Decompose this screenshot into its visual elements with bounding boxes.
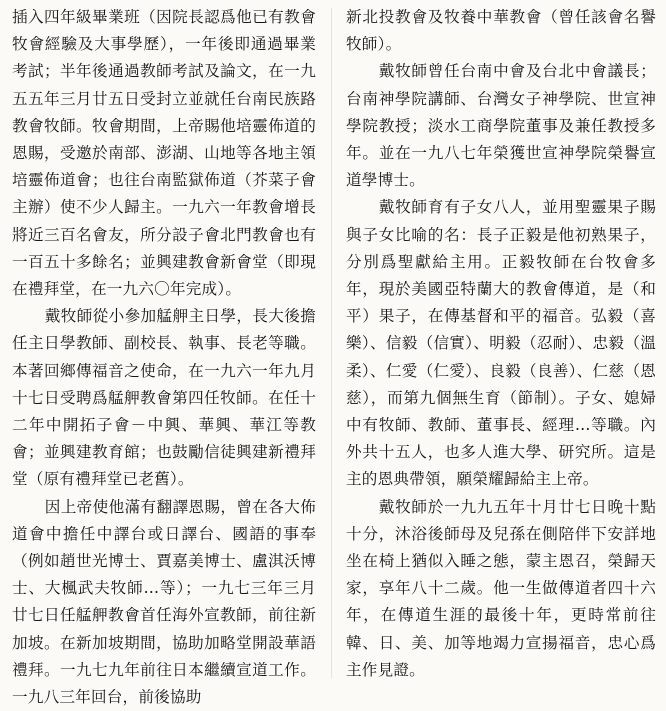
column-divider xyxy=(331,8,332,678)
left-text-column xyxy=(12,4,316,711)
paragraph-banka-church-pastorate: 戴牧師從小參加艋舺主日學，長大後擔任主日學教師、副校長、執事、長老等職。本著回鄉傳福音之使命，在一九六一年九月十七日受聘爲艋舺教會第四任牧師。在任十二年中開拓子會－中興、華興、華江等教會；並興建教育館；也鼓勵信徒興建新禮拜堂（原有禮拜堂已老舊）。 xyxy=(12,307,316,489)
paragraph-offices-and-teaching: 戴牧師曾任台南中會及台北中會議長；台南神學院講師、台灣女子神學院、世宣神學院教授；淡水工商學院董事及兼任教授多年。並在一九八七年榮獲世宣神學院榮譽宣道學博士。 xyxy=(346,62,656,190)
paragraph-ordination-and-ministry: 插入四年級畢業班（因院長認爲他已有教會牧會經驗及大事學歷），一年後即通過畢業考試；半年後通過教師考試及論文，在一九五五年三月廿五日受封立並就任台南民族路教會牧師。牧會期間，上帝賜他培靈佈道的恩賜，受邀於南部、澎湖、山地等各地主領培靈佈道會；也往台南監獄佈道（芥菜子會主辦）使不少人歸主。一九六一年教會增長將近三百名會友，所分設子會北門教會也有一百五十多餘名；並興建教會新會堂（即現在禮拜堂，在一九六〇年完成）。 xyxy=(12,8,316,299)
right-text-column xyxy=(346,4,656,684)
paragraph-beitou-church: 新北投教會及牧養中華教會（曾任該會名譽牧師）。 xyxy=(346,8,656,54)
paragraph-translation-and-overseas-mission: 因上帝使他滿有翻譯恩賜，曾在各大佈道會中擔任中譯台或日譯台、國語的事奉（例如趙世光博士、賈嘉美博士、盧淇沃博士、大楓武夫牧師…等）；一九七三年三月廿七日任艋舺教會首任海外宣教師，前往新加坡。在新加坡期間，協助加略堂開設華語禮拜。一九七九年前往日本繼續宣道工作。一九八三年回台，前後協助 xyxy=(12,497,316,707)
paragraph-children: 戴牧師育有子女八人，並用聖靈果子賜與子女比喻的名：長子正毅是他初熟果子，分別爲聖獻給主用。正毅牧師在台牧會多年，現於美國亞特蘭大的教會傳道，是（和平）果子，在傳基督和平的福音。弘毅（喜樂）、信毅（信實）、明毅（忍耐）、忠毅（溫柔）、仁愛（仁愛）、良毅（良善）、仁慈（恩慈），而第九個無生育（節制）。子女、媳婦中有牧師、教師、董事長、經理…等職。內外共十五人，也多人進大學、研究所。這是主的恩典帶領，願榮耀歸給主上帝。 xyxy=(346,198,656,489)
paragraph-passing: 戴牧師於一九九五年十月廿七日晚十點十分，沐浴後師母及兒孫在側陪伴下安詳地坐在椅上猶似入睡之態，蒙主恩召，榮歸天家，享年八十二歲。他一生做傳道者四十六年，在傳道生涯的最後十年，更時常前往韓、日、美、加等地竭力宣揚福音，忠心爲主作見證。 xyxy=(346,497,656,679)
